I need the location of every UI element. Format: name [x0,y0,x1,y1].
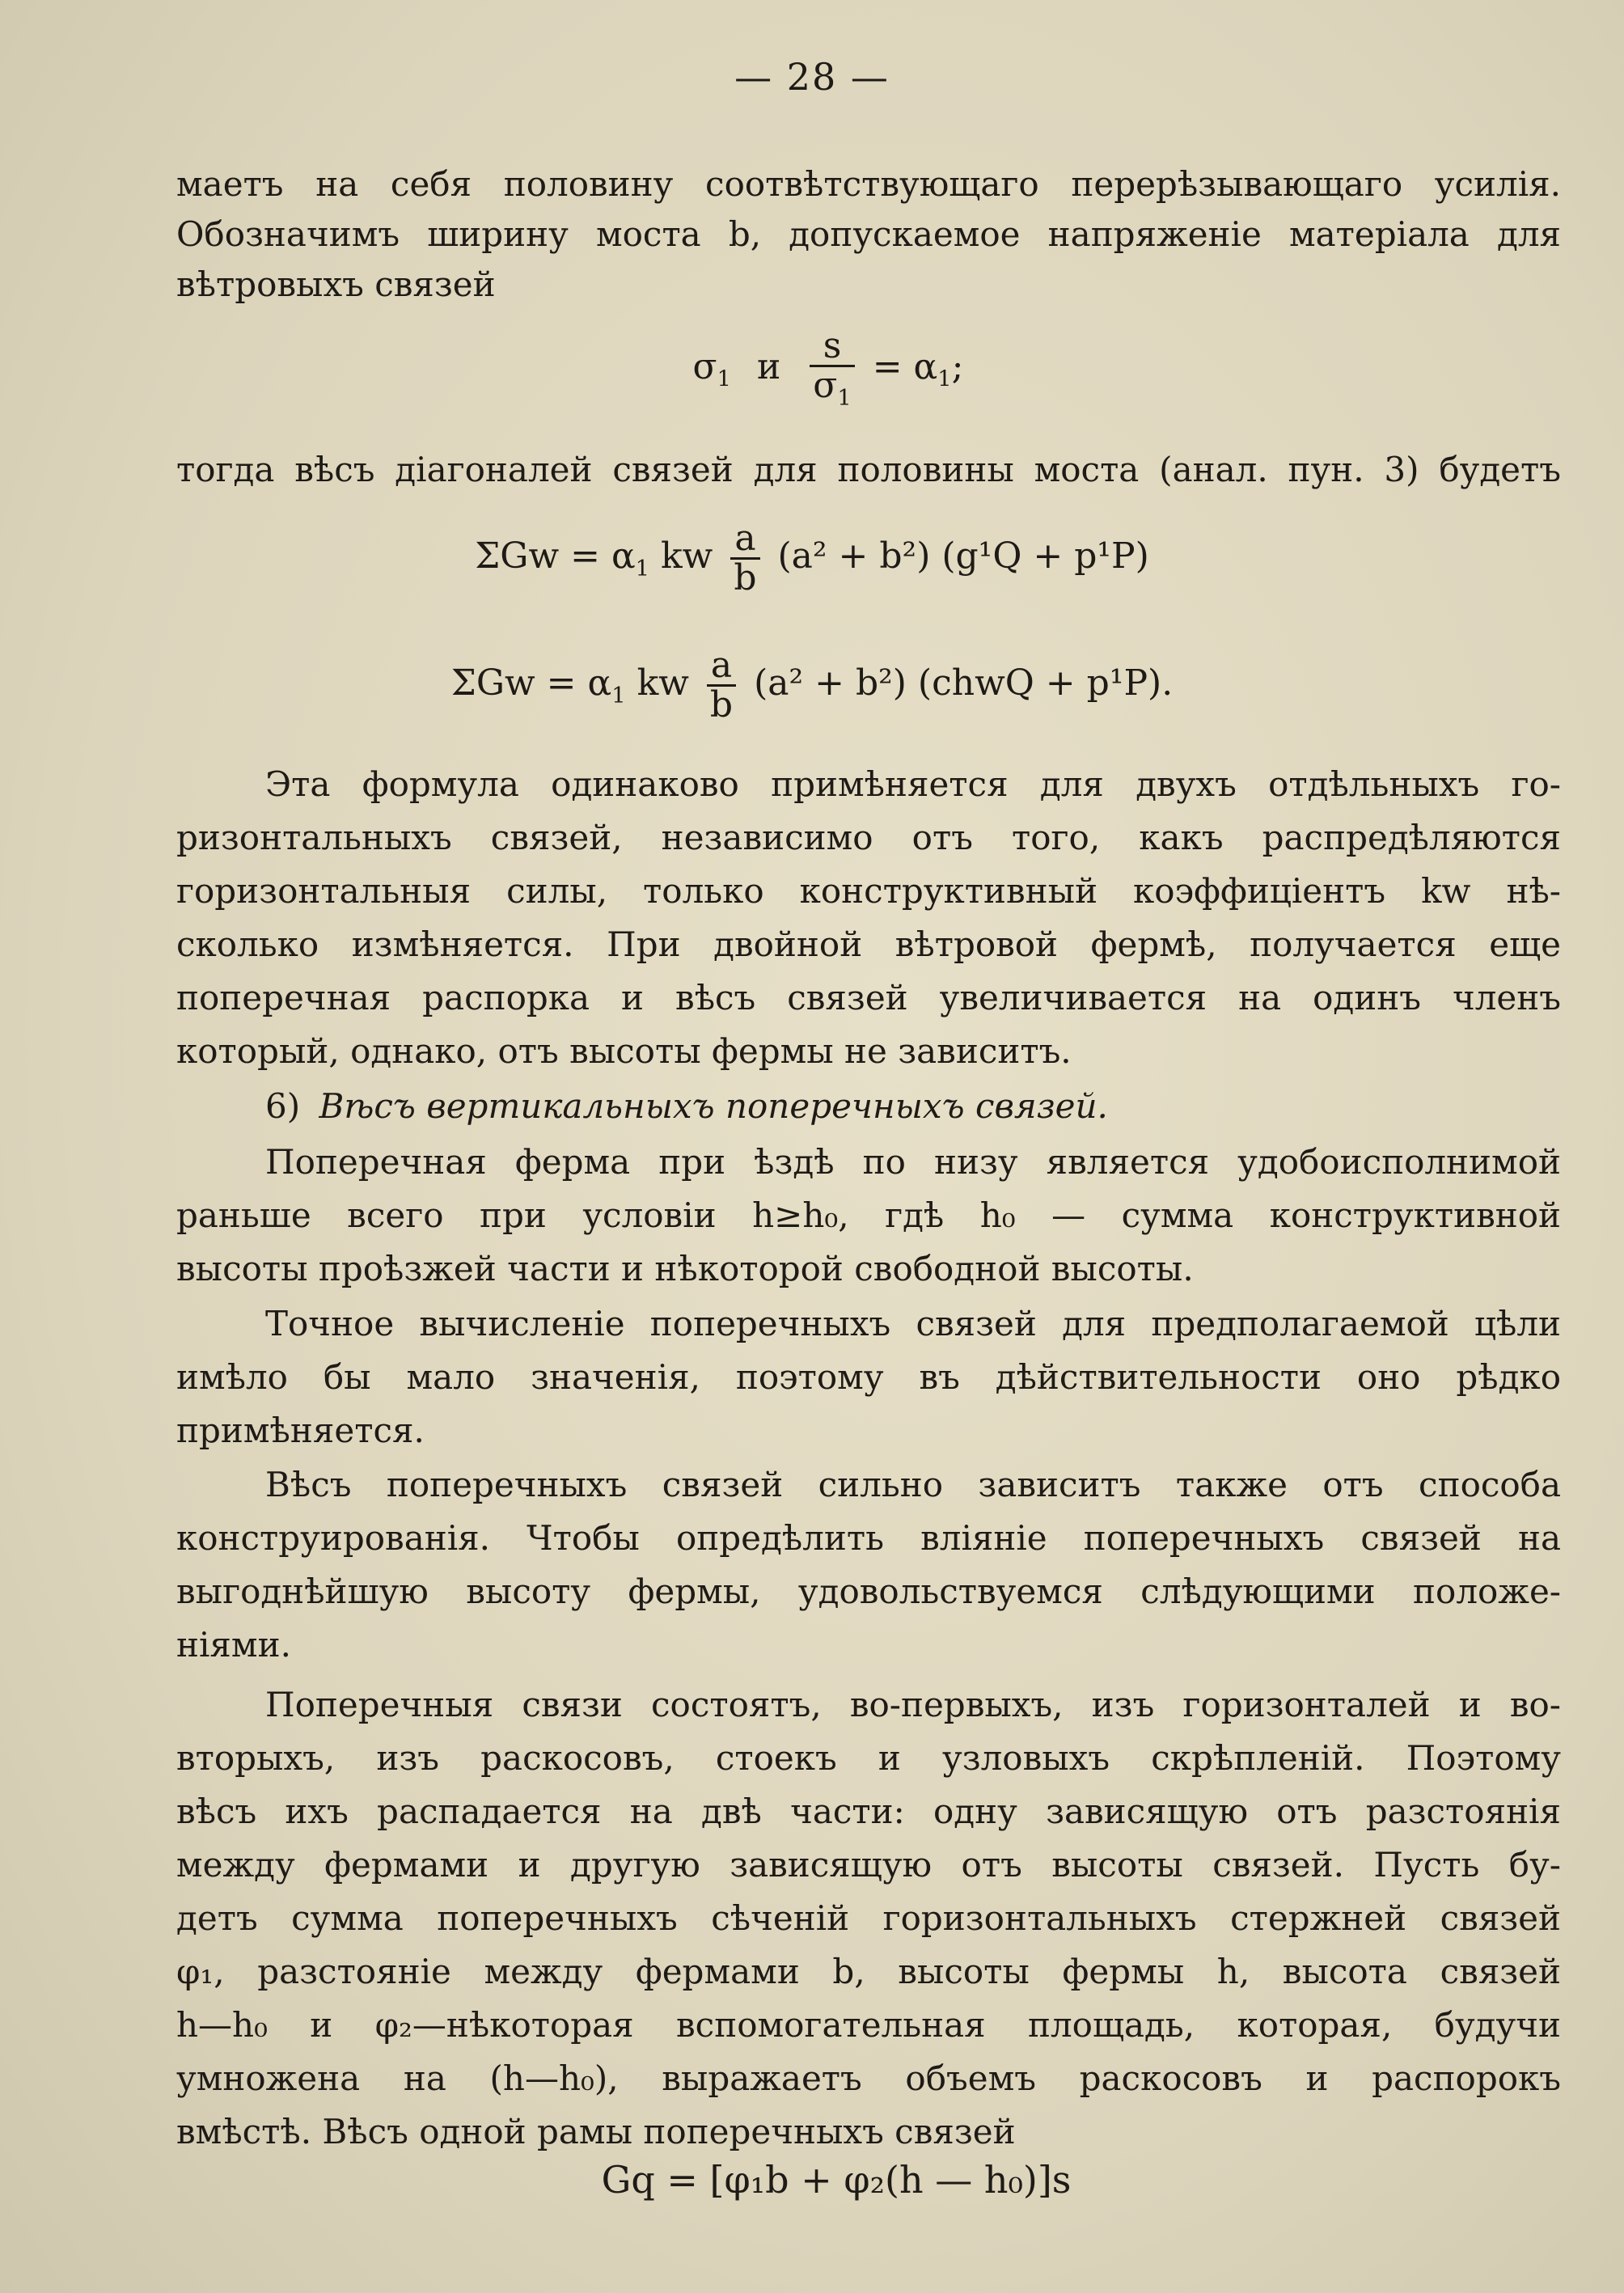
text-line: вторыхъ, изъ раскосовъ, стоекъ и узловыхъ скрѣпленій. Поэтому [176,1738,1561,1778]
text-line: Обозначимъ ширину моста b, допускаемое напряженіе матеріала для [176,214,1561,254]
text-line: умножена на (h—h₀), выражаетъ объемъ раскосовъ и распорокъ [176,2058,1561,2098]
text-line: который, однако, отъ высоты фермы не зависитъ. [176,1031,1072,1071]
text-line: примѣняется. [176,1411,425,1450]
text-line: раньше всего при условіи h≥h₀, гдѣ h₀ — сумма конструктивной [176,1195,1561,1235]
text-line: сколько измѣняется. При двойной вѣтровой фермѣ, получается еще [176,924,1561,964]
text-line: вмѣстѣ. Вѣсъ одной рамы поперечныхъ связей [176,2112,1016,2151]
formula-alpha1: $\sigma_1$ и $\frac{s}{\sigma_1}$ = $\alpha_1$; [692,325,964,411]
section-heading: 6) Вѣсъ вертикальныхъ поперечныхъ связей. [265,1086,1108,1126]
formula-sum-gw-1: $\Sigma Gw = \alpha_1$ kw $\frac{a}{b}$ (a² + b²) (g¹Q + p¹P) [475,518,1149,599]
text-line: конструированія. Чтобы опредѣлить вліяніе поперечныхъ связей на [176,1518,1561,1558]
text-line: детъ сумма поперечныхъ сѣченій горизонтальныхъ стержней связей [176,1898,1561,1938]
text-line: вѣтровыхъ связей [176,264,496,304]
text-line: поперечная распорка и вѣсъ связей увеличивается на одинъ членъ [176,978,1561,1017]
fraction: $\frac{s}{\sigma_1}$ [810,328,854,411]
text-line: тогда вѣсъ діагоналей связей для половины моста (анал. пун. 3) будетъ [176,450,1561,489]
formula-gq: Gq = [φ₁b + φ₂(h — h₀)]s [601,2158,1072,2202]
page-number: — 28 — [734,55,890,99]
text-line: имѣло бы мало значенія, поэтому въ дѣйствительности оно рѣдко [176,1357,1561,1397]
text-line: Поперечныя связи состоятъ, во-первыхъ, изъ горизонталей и во- [265,1685,1561,1724]
fraction: $\frac{a}{b}$ [730,520,759,597]
text-line: Точное вычисленіе поперечныхъ связей для предполагаемой цѣли [265,1304,1561,1343]
text-line: h—h₀ и φ₂—нѣкоторая вспомогательная площадь, которая, будучи [176,2005,1561,2045]
text-line: φ₁, разстояніе между фермами b, высоты фермы h, высота связей [176,1952,1561,1991]
text-line: вѣсъ ихъ распадается на двѣ части: одну зависящую отъ разстоянія [176,1792,1561,1831]
text-line: ризонтальныхъ связей, независимо отъ того, какъ распредѣляются [176,818,1561,857]
text-line: между фермами и другую зависящую отъ высоты связей. Пусть бу- [176,1845,1561,1885]
text-line: Поперечная ферма при ѣздѣ по низу является удобоисполнимой [265,1142,1561,1182]
text-line: горизонтальныя силы, только конструктивный коэффиціентъ kw нѣ- [176,871,1561,911]
text-line: выгоднѣйшую высоту фермы, удовольствуемся слѣдующими положе- [176,1572,1561,1611]
formula-sum-gw-2: $\Sigma Gw = \alpha_1$ kw $\frac{a}{b}$ (a² + b²) (chwQ + p¹P). [450,645,1174,726]
text-line: Эта формула одинаково примѣняется для двухъ отдѣльныхъ го- [265,764,1561,804]
text-line: ніями. [176,1625,291,1665]
text-line: Вѣсъ поперечныхъ связей сильно зависитъ также отъ способа [265,1465,1561,1504]
text-line: высоты проѣзжей части и нѣкоторой свободной высоты. [176,1249,1194,1288]
fraction: $\frac{a}{b}$ [707,647,736,724]
text-line: маетъ на себя половину соотвѣтствующаго перерѣзывающаго усилія. [176,164,1561,204]
